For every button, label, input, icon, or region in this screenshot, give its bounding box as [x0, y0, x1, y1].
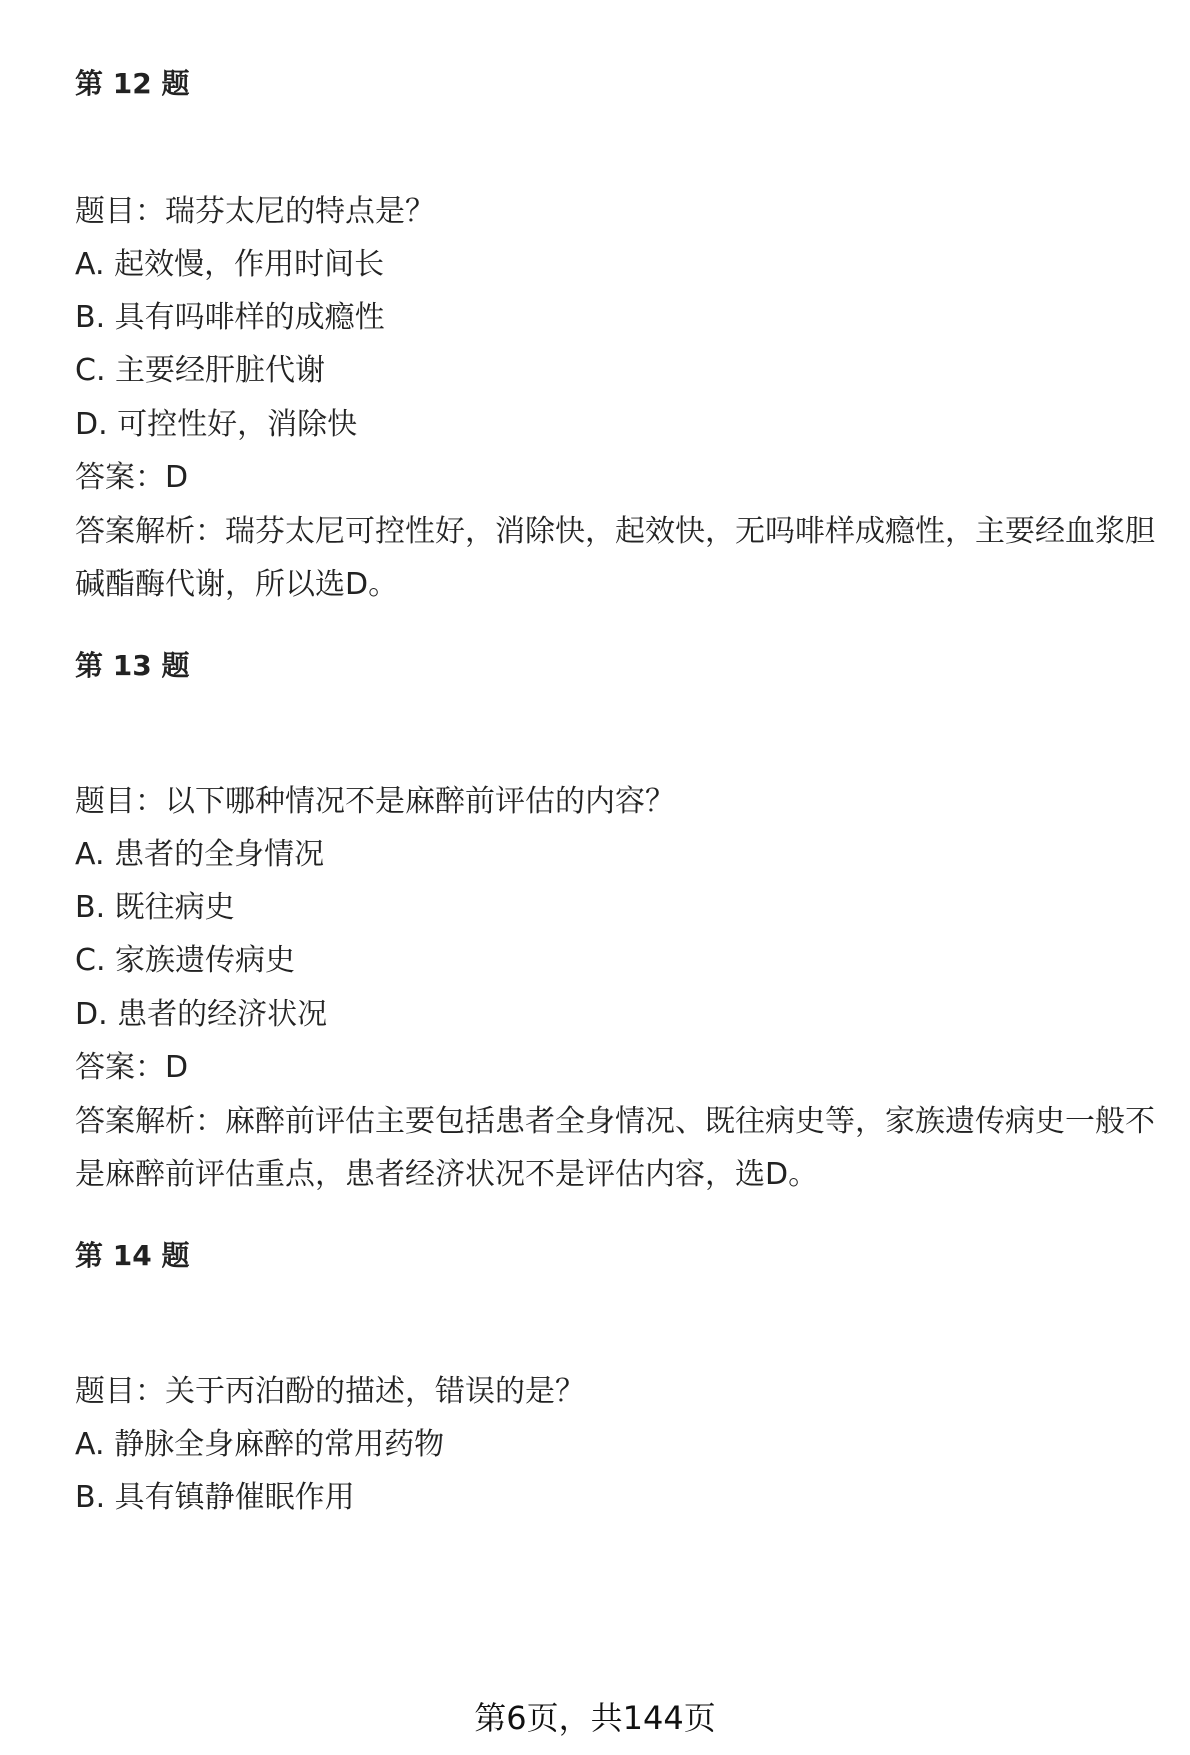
- question-stem: 题目：关于丙泊酚的描述，错误的是？: [75, 1374, 585, 1409]
- option-a: A. 起效慢，作用时间长: [75, 247, 385, 282]
- analysis-line: 是麻醉前评估重点，患者经济状况不是评估内容，选D。: [75, 1157, 819, 1192]
- question-heading: 第 14 题: [75, 1239, 190, 1272]
- page-number: 第6页，共144页: [474, 1699, 716, 1737]
- analysis-line: 碱酯酶代谢，所以选D。: [75, 567, 399, 602]
- option-b: B. 既往病史: [75, 890, 235, 925]
- question-stem: 题目：以下哪种情况不是麻醉前评估的内容？: [75, 784, 675, 819]
- question-stem: 题目：瑞芬太尼的特点是？: [75, 194, 435, 229]
- option-d: D. 可控性好，消除快: [75, 407, 358, 442]
- option-a: A. 患者的全身情况: [75, 837, 325, 872]
- question-heading: 第 12 题: [75, 67, 190, 100]
- option-d: D. 患者的经济状况: [75, 997, 328, 1032]
- answer: 答案：D: [75, 1050, 189, 1085]
- answer: 答案：D: [75, 460, 189, 495]
- option-b: B. 具有吗啡样的成瘾性: [75, 300, 385, 335]
- option-a: A. 静脉全身麻醉的常用药物: [75, 1427, 445, 1462]
- option-c: C. 家族遗传病史: [75, 943, 296, 978]
- analysis-line: 答案解析：麻醉前评估主要包括患者全身情况、既往病史等，家族遗传病史一般不: [75, 1104, 1155, 1139]
- option-c: C. 主要经肝脏代谢: [75, 353, 326, 388]
- question-heading: 第 13 题: [75, 649, 190, 682]
- analysis-line: 答案解析：瑞芬太尼可控性好，消除快，起效快，无吗啡样成瘾性，主要经血浆胆: [75, 514, 1155, 549]
- option-b: B. 具有镇静催眠作用: [75, 1480, 355, 1515]
